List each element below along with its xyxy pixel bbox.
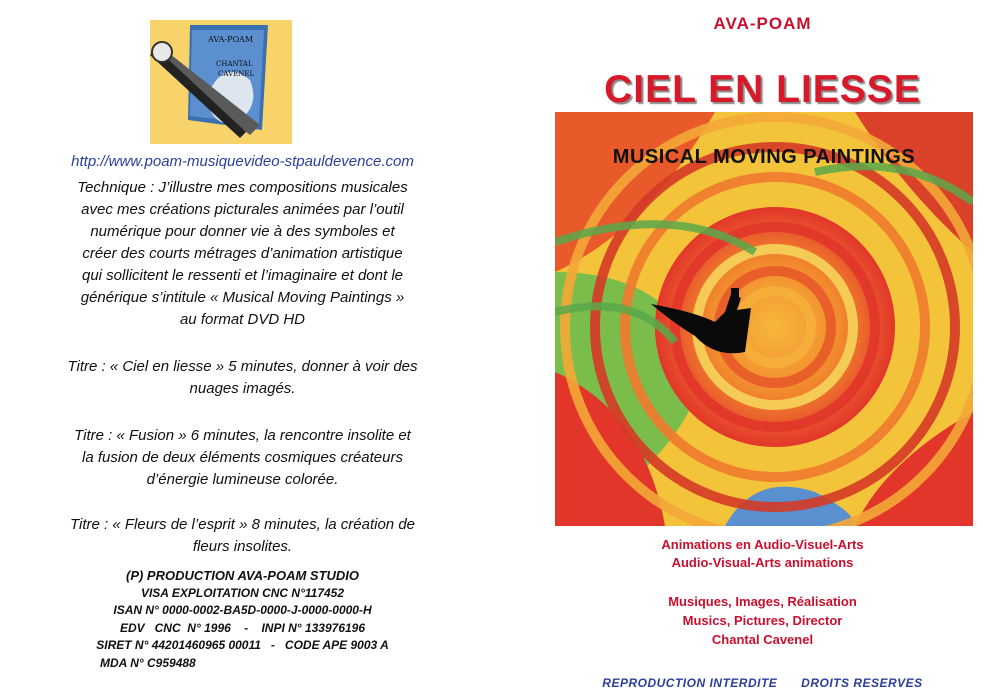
technique-line: générique s’intitule « Musical Moving Paintings » (80, 289, 405, 306)
technique-line: Technique : J’illustre mes compositions musicales (77, 179, 408, 196)
production-credits (20, 567, 465, 672)
animations-line-en: Audio-Visual-Arts animations (671, 555, 854, 570)
credit-visa: VISA EXPLOITATION CNC N°117452 (140, 585, 345, 600)
technique-line: qui sollicitent le ressenti et l’imaginaire et dont le (82, 267, 403, 284)
cover-painting (555, 112, 973, 526)
painting-artwork (555, 112, 973, 526)
reproduction-interdite: REPRODUCTION INTERDITE (602, 676, 778, 690)
brand-name: AVA-POAM (713, 14, 812, 33)
credit-isan: ISAN N° 0000-0002-BA5D-0000-J-0000-0000-H (113, 603, 372, 617)
logo-artwork (150, 20, 292, 144)
titre-line: nuages imagés. (189, 380, 296, 397)
titre-line: Titre : « Ciel en liesse » 5 minutes, donner à voir des (67, 358, 418, 375)
credit-siret: SIRET N° 44201460965 00011 - CODE APE 9003 A (96, 638, 389, 652)
titre-line: fleurs insolites. (192, 538, 293, 555)
credit-mda: MDA N° C959488 (100, 655, 196, 670)
dvd-title: CIEL EN LIESSE (604, 68, 921, 111)
website-link[interactable]: http://www.poam-musiquevideo-stpauldevence.com (71, 153, 414, 170)
droits-reserves: DROITS RESERVES (801, 676, 923, 690)
painting-subtitle: MUSICAL MOVING PAINTINGS (612, 146, 916, 168)
animations-line-fr: Animations en Audio-Visuel-Arts (661, 537, 864, 552)
logo-text-2: CHANTAL (216, 60, 253, 68)
technique-line: avec mes créations picturales animées par l’outil (81, 201, 404, 218)
logo-text-1: AVA-POAM (208, 35, 254, 44)
author-name: Chantal Cavenel (711, 632, 814, 647)
logo-text-3: CAVENEL (218, 70, 255, 78)
credit-production: (P) PRODUCTION AVA-POAM STUDIO (125, 568, 360, 583)
technique-paragraph (20, 177, 465, 331)
technique-line: numérique pour donner vie à des symboles et (90, 223, 395, 240)
ava-poam-logo (150, 20, 292, 144)
copyright-footer (540, 676, 985, 690)
titre-line: Titre : « Fusion » 6 minutes, la rencontre insolite et (74, 427, 411, 444)
titre-ciel-en-liesse (20, 356, 465, 400)
roles-line-en: Musics, Pictures, Director (682, 613, 843, 628)
roles-line-fr: Musiques, Images, Réalisation (668, 594, 857, 609)
titre-line: d’énergie lumineuse colorée. (146, 471, 339, 488)
technique-line: créer des courts métrages d’animation artistique (82, 245, 403, 262)
technique-line: au format DVD HD (179, 311, 306, 328)
titre-line: Titre : « Fleurs de l’esprit » 8 minutes, la création de (69, 516, 416, 533)
titre-fusion (20, 425, 465, 491)
titre-line: la fusion de deux éléments cosmiques créateurs (81, 449, 403, 466)
titre-fleurs-de-l-esprit (20, 514, 465, 558)
credit-edv-inpi: EDV CNC N° 1996 - INPI N° 133976196 (119, 620, 366, 635)
